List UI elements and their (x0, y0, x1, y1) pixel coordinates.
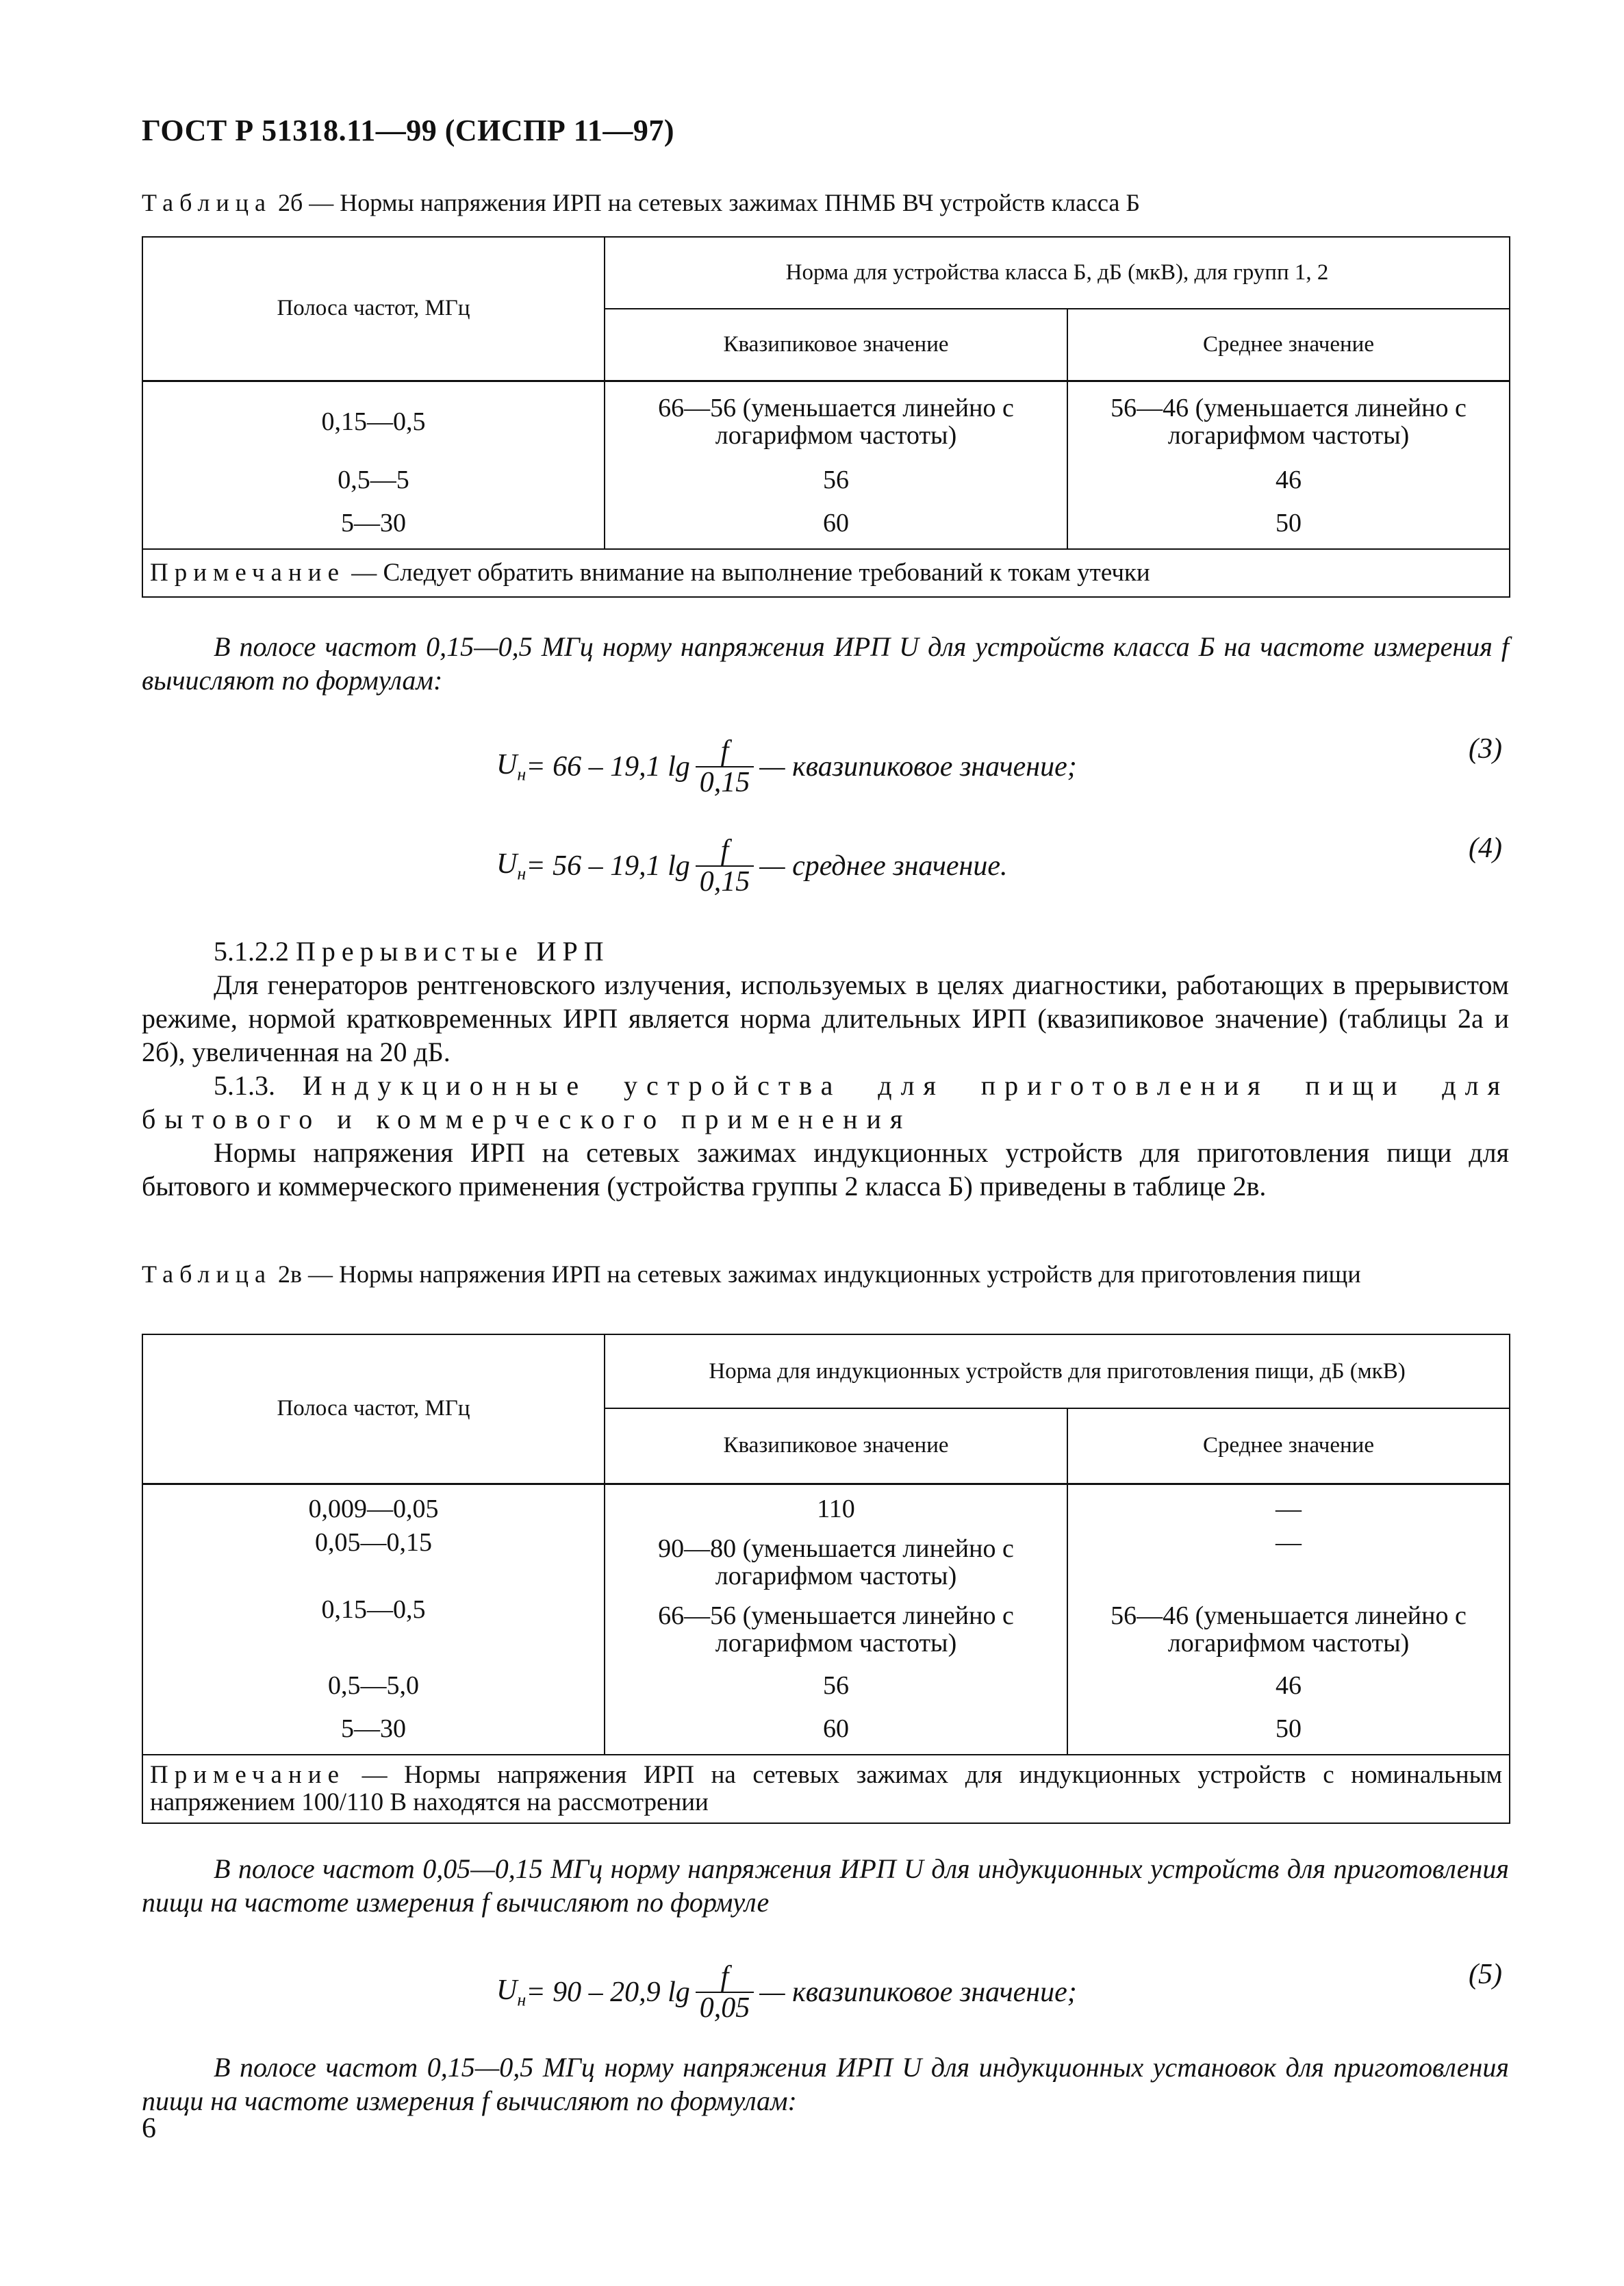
formula-fraction: $\frac{f}{0,15}$ (696, 736, 754, 798)
table-row (142, 1708, 1510, 1755)
table-note-row (142, 1755, 1510, 1823)
caption-text: 2в — Нормы напряжения ИРП на сетевых зажимах индукционных устройств для приготовления пищи (271, 1260, 1361, 1288)
table-row (142, 381, 1510, 457)
equation-number-3: (3) (1469, 733, 1502, 765)
cell-quasi: 60 (605, 1708, 1067, 1755)
cell-band: 5—30 (142, 1708, 605, 1755)
header-band: Полоса частот, МГц (142, 237, 605, 381)
table-row (142, 1663, 1510, 1708)
document-header: ГОСТ Р 51318.11—99 (СИСПР 11—97) (142, 114, 674, 147)
cell-quasi: 110 (605, 1484, 1067, 1529)
cell-quasi: 66—56 (уменьшается линейно с логарифмом частоты) (605, 1596, 1067, 1663)
paragraph-formula-intro-1: В полосе частот 0,15—0,5 МГц норму напряжения ИРП U для устройств класса Б на частоте измерения f вычисляют по формулам: (142, 631, 1509, 696)
cell-avg: 46 (1067, 457, 1510, 503)
table-row (142, 1484, 1510, 1529)
note-label: Примечание (150, 559, 345, 587)
formula-expr: = 66 – 19,1 lg (526, 751, 690, 783)
paragraph-formula-intro-2: В полосе частот 0,05—0,15 МГц норму напряжения ИРП U для индукционных устройств для приготовления пищи на частоте измерения f вычисляют по формуле (142, 1853, 1509, 1918)
formula-lhs: $U_н$ (496, 749, 526, 785)
section-513-heading: 5.1.3. Индукционные устройства для приготовления пищи для бытового и коммерческого применения (142, 1070, 1510, 1134)
cell-avg: 50 (1067, 503, 1510, 549)
formula-lhs: $U_н$ (496, 848, 526, 884)
cell-avg: 46 (1067, 1663, 1510, 1708)
cell-band: 0,15—0,5 (142, 1596, 605, 1663)
formula-3 (496, 736, 1077, 798)
cell-quasi: 60 (605, 503, 1067, 549)
formula-lhs: $U_н$ (496, 1974, 526, 2010)
table-row (142, 1529, 1510, 1596)
equation-number-4: (4) (1469, 833, 1502, 864)
table-2b-caption (142, 188, 1509, 217)
section-513-text: Нормы напряжения ИРП на сетевых зажимах индукционных устройств для приготовления пищи для бытового и коммерческого применения (устройства группы 2 класса Б) приведены в таблице 2в. (142, 1137, 1509, 1202)
equation-number-5: (5) (1469, 1959, 1502, 1990)
table-2v (142, 1334, 1510, 1824)
header-avg: Среднее значение (1067, 1408, 1510, 1484)
formula-tail: — среднее значение. (759, 850, 1008, 882)
header-band: Полоса частот, МГц (142, 1334, 605, 1484)
note-label: Примечание (150, 1761, 345, 1789)
table-header-row (142, 1334, 1510, 1408)
formula-fraction: $\frac{f}{0,05}$ (696, 1961, 754, 2023)
table-note (142, 1755, 1510, 1823)
caption-label: Таблица (142, 189, 272, 216)
formula-5 (496, 1961, 1077, 2023)
section-5122-text: Для генераторов рентгеновского излучения, используемых в целях диагностики, работающих в прерывистом режиме, нормой кратковременных ИРП является норма длительных ИРП (квазипиковое значение) (таблицы 2а и 2б), увеличенная на 20 дБ. (142, 969, 1509, 1067)
formula-fraction: $\frac{f}{0,15}$ (696, 835, 754, 897)
table-2b (142, 236, 1510, 598)
cell-band: 0,5—5,0 (142, 1663, 605, 1708)
cell-quasi: 56 (605, 1663, 1067, 1708)
header-norm: Норма для устройства класса Б, дБ (мкВ), для групп 1, 2 (605, 237, 1510, 309)
table-row (142, 1596, 1510, 1663)
formula-expr: = 90 – 20,9 lg (526, 1977, 690, 2008)
table-note (142, 549, 1510, 597)
note-text: — Следует обратить внимание на выполнение требований к токам утечки (345, 559, 1150, 587)
table-2v-caption (142, 1260, 1509, 1288)
paragraph-formula-intro-3: В полосе частот 0,15—0,5 МГц норму напряжения ИРП U для индукционных установок для приготовления пищи на частоте измерения f вычисляют по формулам: (142, 2052, 1509, 2116)
cell-quasi: 66—56 (уменьшается линейно с логарифмом частоты) (605, 381, 1067, 457)
caption-text: 2б — Нормы напряжения ИРП на сетевых зажимах ПНМБ ВЧ устройств класса Б (271, 189, 1141, 216)
cell-avg: 56—46 (уменьшается линейно с логарифмом частоты) (1067, 381, 1510, 457)
formula-tail: — квазипиковое значение; (759, 1977, 1077, 2008)
cell-avg: — (1067, 1484, 1510, 1529)
cell-band: 5—30 (142, 503, 605, 549)
header-quasi: Квазипиковое значение (605, 1408, 1067, 1484)
cell-band: 0,15—0,5 (142, 381, 605, 457)
cell-band: 0,05—0,15 (142, 1529, 605, 1596)
caption-label: Таблица (142, 1260, 272, 1288)
cell-quasi: 56 (605, 457, 1067, 503)
table-row (142, 503, 1510, 549)
header-norm: Норма для индукционных устройств для приготовления пищи, дБ (мкВ) (605, 1334, 1510, 1408)
cell-avg: 50 (1067, 1708, 1510, 1755)
formula-tail: — квазипиковое значение; (759, 751, 1077, 783)
cell-avg: — (1067, 1529, 1510, 1596)
table-header-row (142, 237, 1510, 309)
note-text: — Нормы напряжения ИРП на сетевых зажимах для индукционных устройств с номинальным напряжением 100/110 В находятся на рассмотрении (150, 1761, 1503, 1816)
table-row (142, 457, 1510, 503)
section-5122-heading: 5.1.2.2 Прерывистые ИРП (214, 936, 610, 967)
formula-expr: = 56 – 19,1 lg (526, 850, 690, 882)
table-note-row (142, 549, 1510, 597)
cell-avg: 56—46 (уменьшается линейно с логарифмом частоты) (1067, 1596, 1510, 1663)
header-quasi: Квазипиковое значение (605, 309, 1067, 381)
formula-4 (496, 835, 1008, 897)
header-avg: Среднее значение (1067, 309, 1510, 381)
page-number: 6 (142, 2113, 156, 2144)
cell-band: 0,009—0,05 (142, 1484, 605, 1529)
cell-band: 0,5—5 (142, 457, 605, 503)
cell-quasi: 90—80 (уменьшается линейно с логарифмом частоты) (605, 1529, 1067, 1596)
